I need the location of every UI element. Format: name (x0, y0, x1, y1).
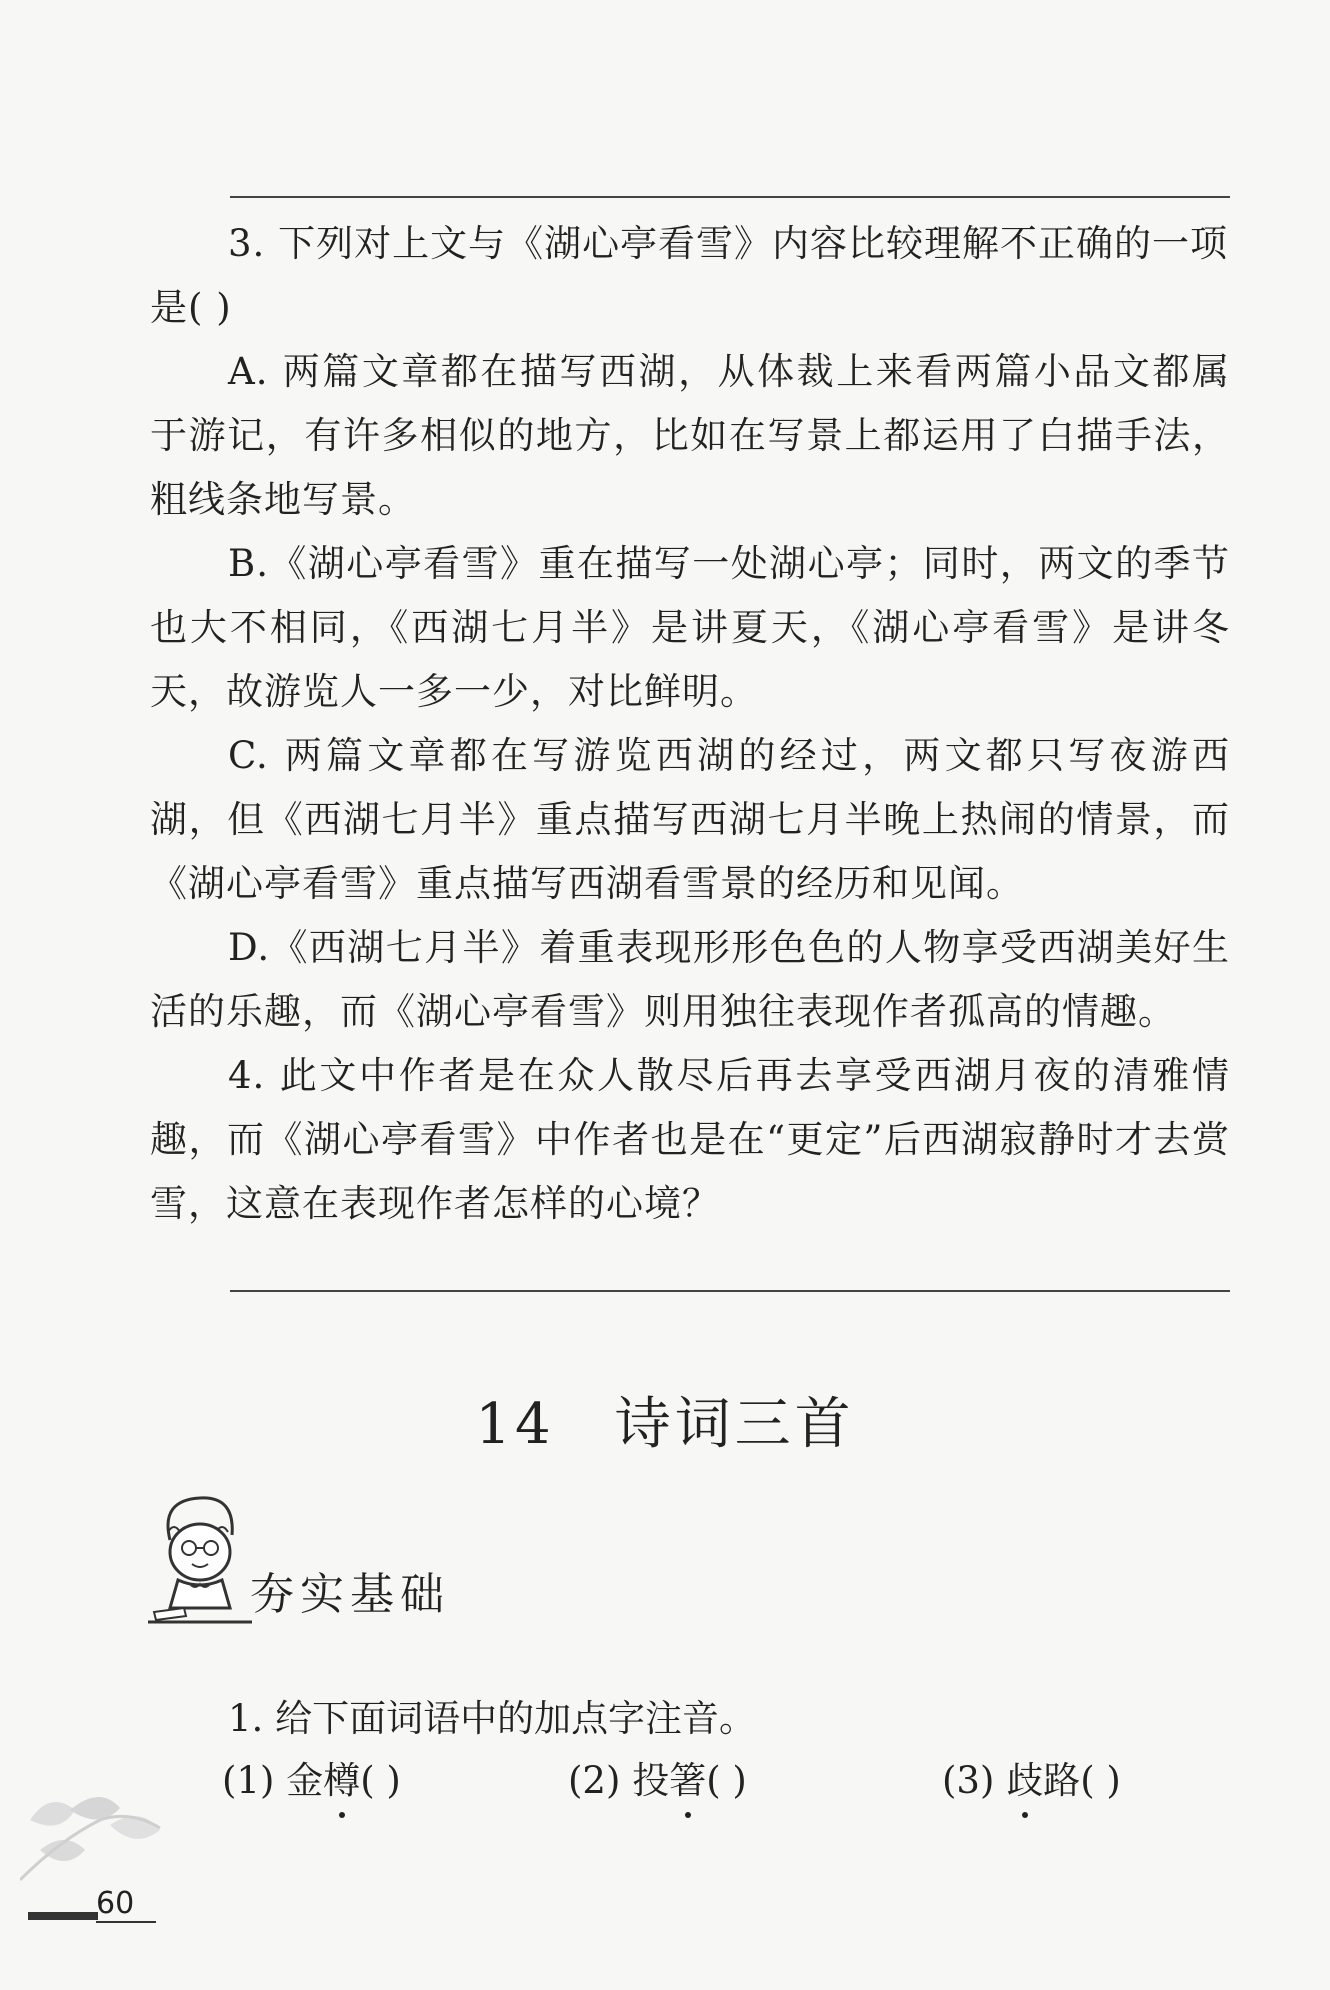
question-3-option-d: D.《西湖七月半》着重表现形形色色的人物享受西湖美好生活的乐趣，而《湖心亭看雪》则用独往表现作者孤高的情趣。 (150, 926, 1230, 1033)
dotted-character: 歧 (1006, 1750, 1043, 1804)
lesson-number: 14 (475, 1392, 555, 1457)
lesson-title (0, 1380, 1330, 1460)
section-header (140, 1480, 480, 1630)
dotted-character: 樽 (323, 1750, 360, 1804)
pinyin-item: (2) 投箸( ) (568, 1750, 747, 1804)
answer-line (230, 1290, 1230, 1292)
teacher-cartoon-icon (140, 1480, 260, 1630)
question-3-stem: 3. 下列对上文与《湖心亭看雪》内容比较理解不正确的一项 是( ) (150, 222, 1229, 329)
section-label: 夯实基础 (250, 1569, 450, 1620)
question-3-option-b: B.《湖心亭看雪》重在描写一处湖心亭；同时，两文的季节也大不相同，《西湖七月半》是讲夏天，《湖心亭看雪》是讲冬天，故游览人一多一少，对比鲜明。 (150, 542, 1230, 713)
pinyin-items (222, 1750, 1232, 1820)
question-3-option-a: A. 两篇文章都在描写西湖，从体裁上来看两篇小品文都属于游记，有许多相似的地方，比如在写景上都运用了白描手法，粗线条地写景。 (150, 350, 1230, 521)
question-3-option-c: C. 两篇文章都在写游览西湖的经过，两文都只写夜游西湖，但《西湖七月半》重点描写西湖七月半晚上热闹的情景，而《湖心亭看雪》重点描写西湖看雪景的经历和见闻。 (150, 734, 1230, 905)
dotted-character: 箸 (669, 1750, 706, 1804)
question-4: 4. 此文中作者是在众人散尽后再去享受西湖月夜的清雅情趣，而《湖心亭看雪》中作者也是在“更定”后西湖寂静时才去赏雪，这意在表现作者怎样的心境？ (150, 1054, 1230, 1225)
page-number-underline (96, 1921, 156, 1923)
question-1: 1. 给下面词语中的加点字注音。 (228, 1697, 757, 1740)
leaf-decoration-icon (20, 1780, 170, 1890)
lesson-name: 诗词三首 (614, 1392, 855, 1457)
pinyin-item: (3) 歧路( ) (942, 1750, 1121, 1804)
answer-line (230, 196, 1230, 198)
page-number-bar (28, 1912, 98, 1920)
pinyin-item: (1) 金樽( ) (222, 1750, 401, 1804)
page-number: 60 (96, 1886, 135, 1921)
